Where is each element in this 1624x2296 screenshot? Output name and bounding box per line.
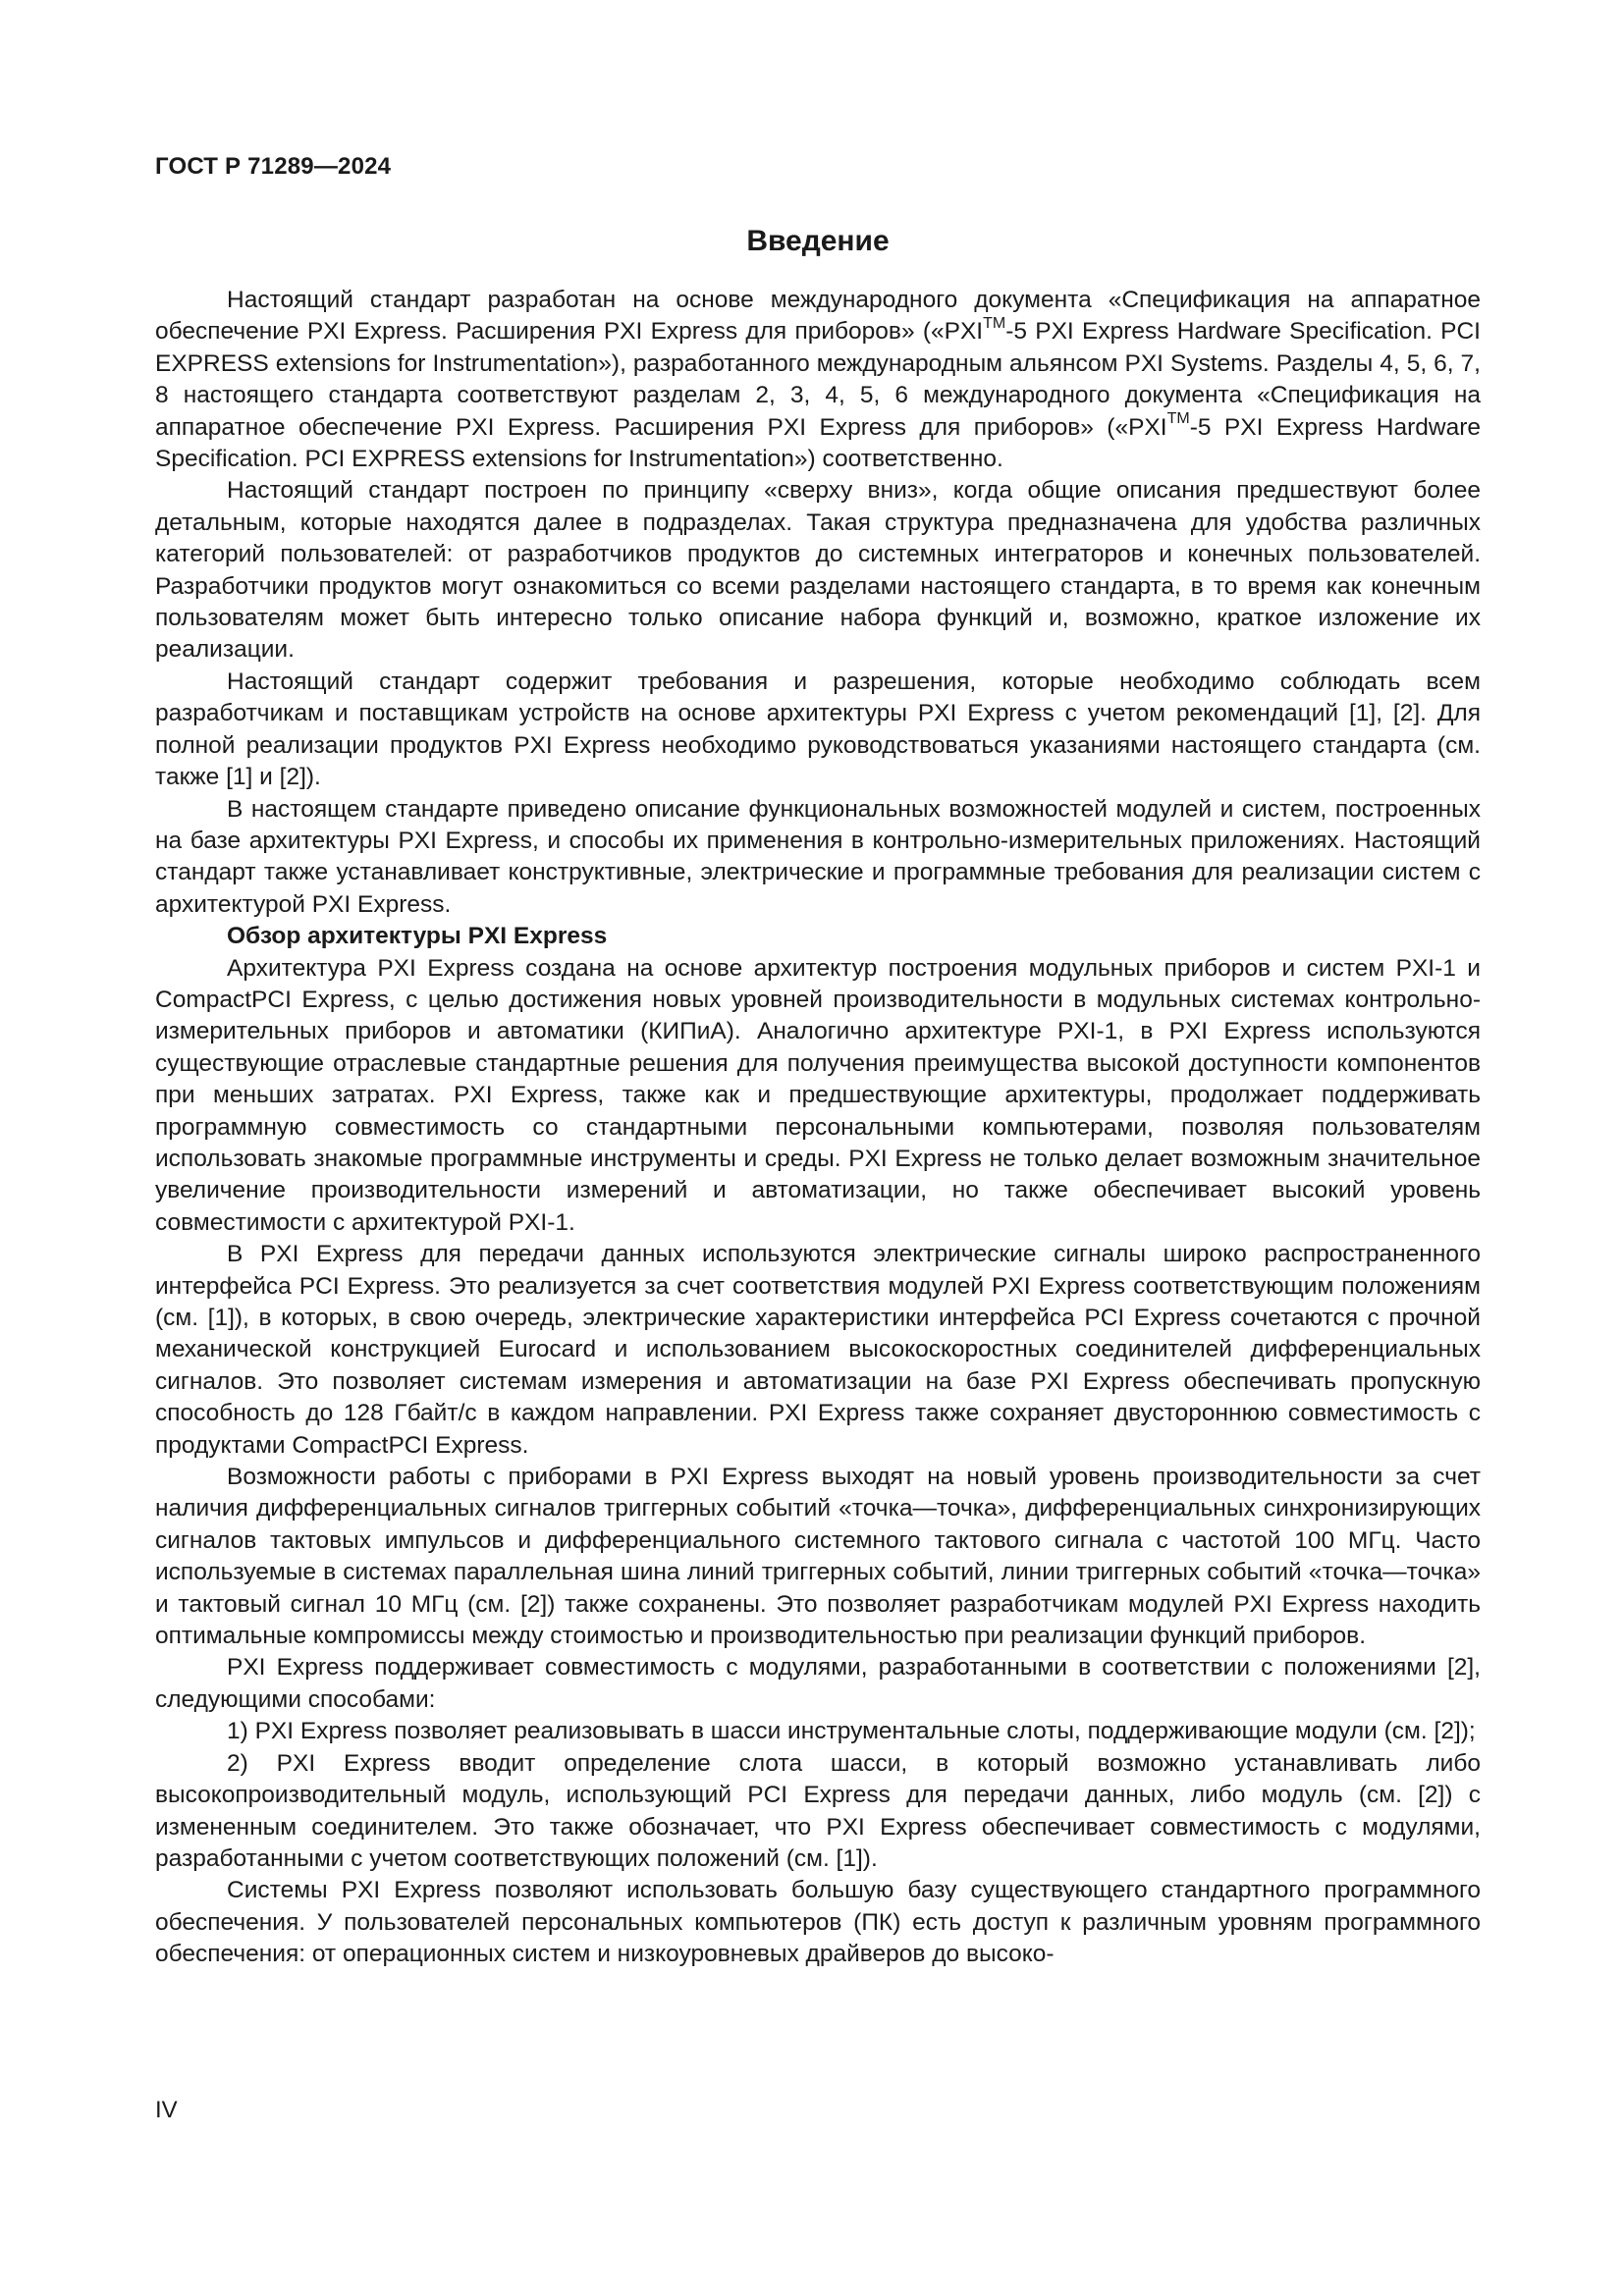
paragraph-9: Системы PXI Express позволяют использовать большую базу существующего стандартного программного обеспечения. У пользователей персональных компьютеров (ПК) есть доступ к различным уровням программного обеспечения: от операционных систем и низкоуровневых драйверов до высоко- <box>155 1877 1481 1968</box>
paragraph-1-part-c: -5 PXI Express Hardware Specification. PCI EXPRESS extensions for Instrumentation») соответственно. <box>155 413 1481 473</box>
paragraph-8: PXI Express поддерживает совместимость с модулями, разработанными в соответствии с положениями [2], следующими способами: <box>155 1654 1481 1713</box>
paragraph-2: Настоящий стандарт построен по принципу «сверху вниз», когда общие описания предшествуют более детальным, которые находятся далее в подразделах. Такая структура предназначена для удобства различных категорий пользователей: от разработчиков продуктов до системных интеграторов и конечных пользователей. Разработчики продуктов могут ознакомиться со всеми разделами настоящего стандарта, в то время как конечным пользователям может быть интересно только описание набора функций и, возможно, краткое изложение их реализации. <box>155 477 1481 664</box>
document-code-header: ГОСТ Р 71289—2024 <box>155 153 392 180</box>
paragraph-6: В PXI Express для передачи данных используются электрические сигналы широко распространенного интерфейса PCI Express. Это реализуется за счет соответствия модулей PXI Express соответствующим положениям (см. [1]), в которых, в свою очередь, электрические характеристики интерфейса PCI Express сочетаются с прочной механической конструкцией Eurocard и использованием высокоскоростных соединителей дифференциальных сигналов. Это позволяет системам измерения и автоматизации на базе PXI Express обеспечивать пропускную способность до 128 Гбайт/с в каждом направлении. PXI Express также сохраняет двустороннюю совместимость с продуктами CompactPCI Express. <box>155 1241 1481 1459</box>
paragraph-1 <box>155 285 1481 475</box>
paragraph-3: Настоящий стандарт содержит требования и разрешения, которые необходимо соблюдать всем разработчикам и поставщикам устройств на основе архитектуры PXI Express с учетом рекомендаций [1], [2]. Для полной реализации продуктов PXI Express необходимо руководствоваться указаниями настоящего стандарта (см. также [1] и [2]). <box>155 667 1481 791</box>
page-number: IV <box>155 2097 178 2123</box>
subsection-heading: Обзор архитектуры PXI Express <box>227 923 608 950</box>
list-item-2: 2) PXI Express вводит определение слота шасси, в который возможно устанавливать либо высокопроизводительный модуль, использующий PCI Express для передачи данных, либо модуль (см. [2]) с измененным соединителем. Это также обозначает, что PXI Express обеспечивает совместимость с модулями, разработанными с учетом соответствующих положений (см. [1]). <box>155 1749 1481 1872</box>
paragraph-7: Возможности работы с приборами в PXI Express выходят на новый уровень производительности за счет наличия дифференциальных сигналов триггерных событий «точка—точка», дифференциальных синхронизирующих сигналов тактовых импульсов и дифференциального системного тактового сигнала с частотой 100 МГц. Часто используемые в системах параллельная шина линий триггерных событий, линии триггерных событий «точка—точка» и тактовый сигнал 10 МГц (см. [2]) также сохранены. Это позволяет разработчикам модулей PXI Express находить оптимальные компромиссы между стоимостью и производительностью при реализации функций приборов. <box>155 1464 1481 1650</box>
paragraph-1-part-b: -5 PXI Express Hardware Specification. PCI EXPRESS extensions for Instrumentation»), разработанного международным альянсом PXI Systems. Разделы 4, 5, 6, 7, 8 настоящего стандарта соответствуют разделам 2, 3, 4, 5, 6 международного документа «Спецификация на аппаратное обеспечение PXI Express. Расширения PXI Express для приборов» («PXI <box>155 318 1481 441</box>
document-body <box>155 285 1481 1971</box>
list-item-1: 1) PXI Express позволяет реализовывать в шасси инструментальные слоты, поддерживающие модули (см. [2]); <box>227 1718 1476 1745</box>
trademark-superscript-1: TM <box>983 315 1006 333</box>
paragraph-5: Архитектура PXI Express создана на основе архитектур построения модульных приборов и систем PXI-1 и CompactPCI Express, с целью достижения новых уровней производительности в модульных системах контрольно-измерительных приборов и автоматики (КИПиА). Аналогично архитектуре PXI-1, в PXI Express используются существующие отраслевые стандартные решения для получения преимущества высокой доступности компонентов при меньших затратах. PXI Express, также как и предшествующие архитектуры, продолжает поддерживать программную совместимость со стандартными персональными компьютерами, позволяя пользователям использовать знакомые программные инструменты и среды. PXI Express не только делает возможным значительное увеличение производительности измерений и автоматизации, но также обеспечивает высокий уровень совместимости с архитектурой PXI-1. <box>155 954 1481 1236</box>
section-title: Введение <box>746 225 890 257</box>
paragraph-4: В настоящем стандарте приведено описание функциональных возможностей модулей и систем, построенных на базе архитектуры PXI Express, и способы их применения в контрольно-измерительных приложениях. Настоящий стандарт также устанавливает конструктивные, электрические и программные требования для реализации систем с архитектурой PXI Express. <box>155 795 1481 918</box>
trademark-superscript-2: TM <box>1166 410 1190 428</box>
paragraph-1-part-a: Настоящий стандарт разработан на основе международного документа «Спецификация на аппаратное обеспечение PXI Express. Расширения PXI Express для приборов» («PXI <box>155 287 1481 346</box>
